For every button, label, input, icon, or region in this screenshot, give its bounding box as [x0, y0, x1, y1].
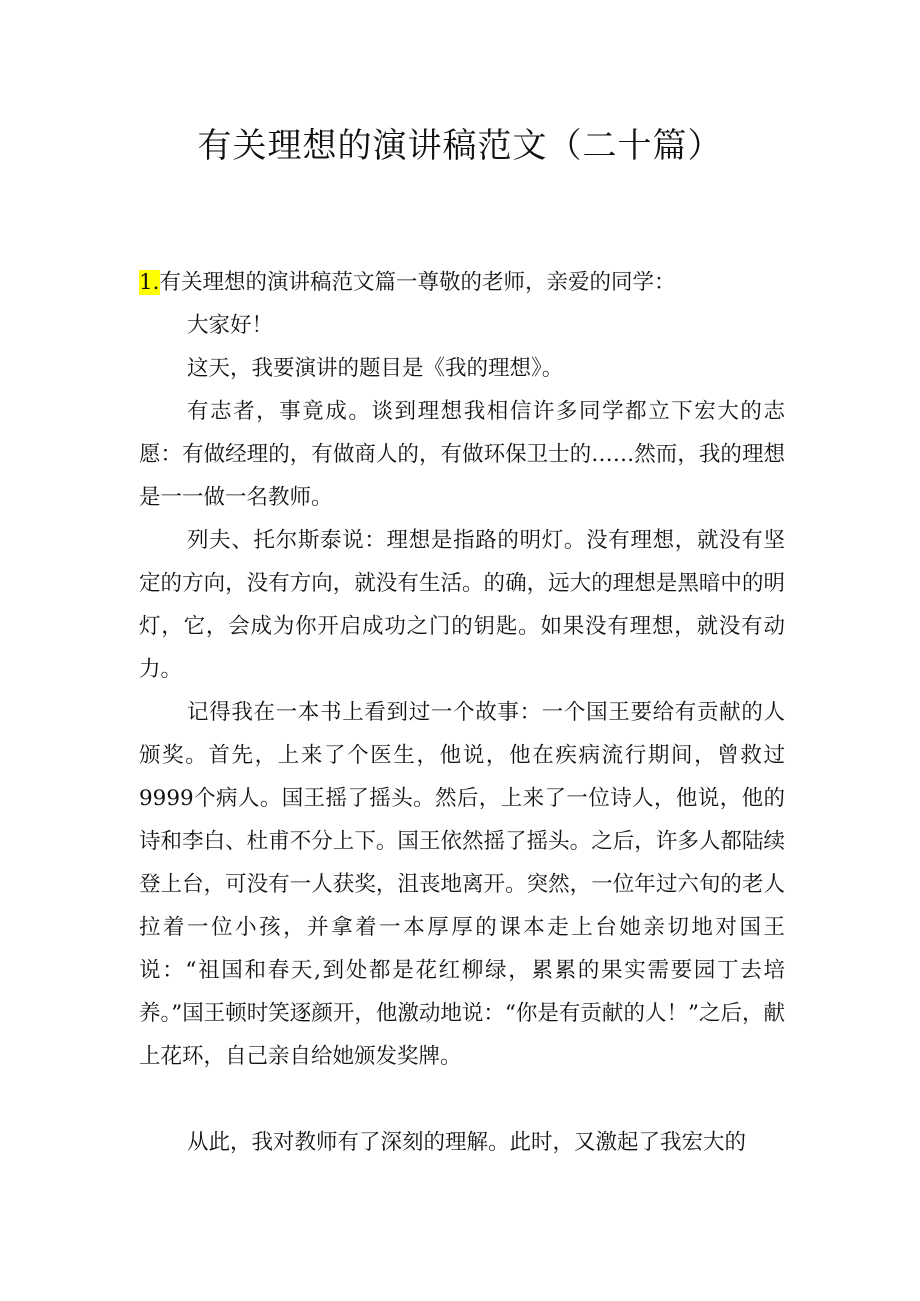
paragraph-tolstoy: 列夫、托尔斯泰说：理想是指路的明灯。没有理想，就没有坚定的方向，没有方向，就没有生活。的确，远大的理想是黑暗中的明灯，它，会成为你开启成功之门的钥匙。如果没有理想，就没有动力。	[139, 528, 785, 682]
paragraph-topic: 这天，我要演讲的题目是《我的理想》。	[187, 356, 564, 381]
paragraph-ambition: 有志者，事竟成。谈到理想我相信许多同学都立下宏大的志愿：有做经理的，有做商人的，有做环保卫士的……然而，我的理想是一一做一名教师。	[139, 399, 785, 510]
opening-line	[139, 261, 785, 304]
document-body	[139, 261, 785, 1164]
paragraph-greeting: 大家好！	[187, 313, 274, 338]
paragraph-story: 记得我在一本书上看到过一个故事：一个国王要给有贡献的人颁奖。首先，上来了个医生，他说，他在疾病流行期间，曾救过9999个病人。国王摇了摇头。然后，上来了一位诗人，他说，他的诗和李白、杜甫不分上下。国王依然摇了摇头。之后，许多人都陆续登上台，可没有一人获奖，沮丧地离开。突然，一位年过六旬的老人拉着一位小孩，并拿着一本厚厚的课本走上台她亲切地对国王说：“祖国和春天,到处都是花红柳绿，累累的果实需要园丁去培养。”国王顿时笑逐颜开，他激动地说：“你是有贡献的人！”之后，献上花环，自己亲自给她颁发奖牌。	[139, 700, 785, 1069]
document-title: 有关理想的演讲稿范文（二十篇）	[197, 126, 723, 166]
opening-line-text: 有关理想的演讲稿范文篇一尊敬的老师，亲爱的同学：	[159, 270, 676, 295]
paragraph-spacer	[139, 1078, 785, 1121]
paragraph-conclusion: 从此，我对教师有了深刻的理解。此时，又激起了我宏大的	[187, 1130, 747, 1155]
section-number-highlight: 1.	[139, 270, 160, 295]
